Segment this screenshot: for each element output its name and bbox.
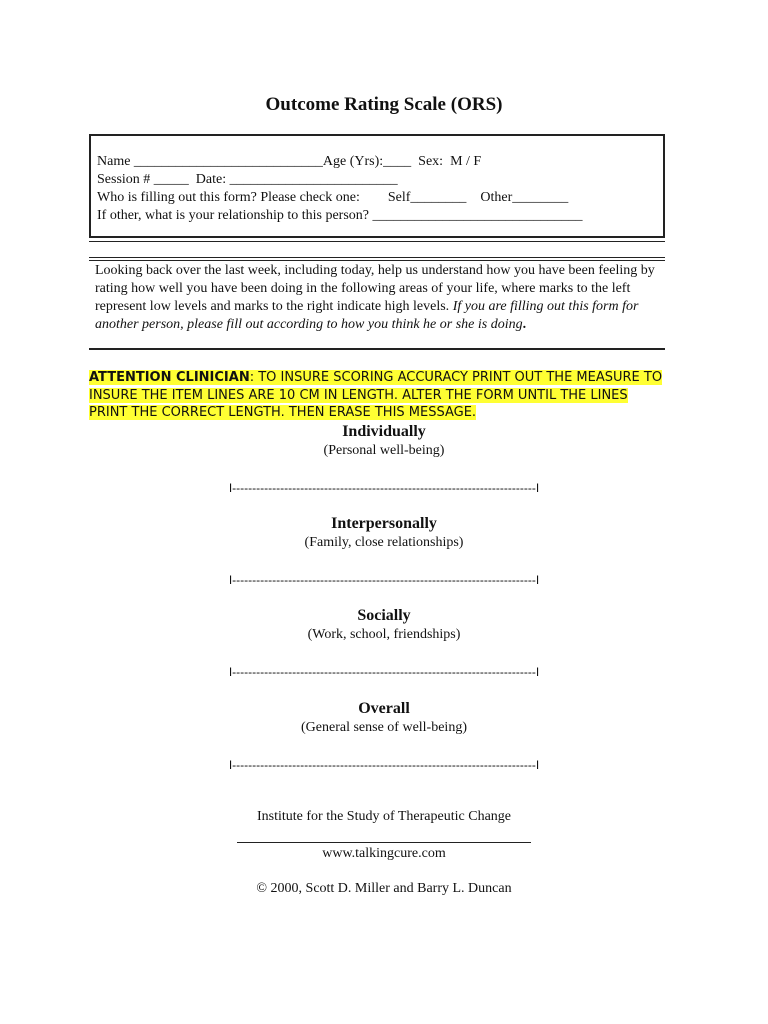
rating-line-overall[interactable]: I----------------------------------------------------------------------------I xyxy=(228,758,540,772)
scale-interpersonally xyxy=(0,515,768,551)
attention-label: ATTENTION CLINICIAN xyxy=(89,370,250,385)
clinician-attention-note xyxy=(89,369,669,422)
instructions-italic: If you are filling out this form for another person, please fill out according to how you think he or she is doing xyxy=(95,299,639,332)
rating-line-interpersonally[interactable]: I----------------------------------------------------------------------------I xyxy=(228,573,540,587)
scale-subtitle: (Family, close relationships) xyxy=(304,535,464,550)
instructions-box xyxy=(89,257,665,346)
instructions-end: . xyxy=(522,317,527,332)
footer-url[interactable]: www.talkingcure.com xyxy=(322,846,446,861)
rating-line-socially[interactable]: I----------------------------------------------------------------------------I xyxy=(228,665,540,679)
scale-title: Individually xyxy=(342,423,426,440)
client-info-box xyxy=(89,134,665,238)
respondent-line[interactable]: Who is filling out this form? Please check one: Self________ Other________ xyxy=(97,190,569,205)
attention-text: : TO INSURE SCORING ACCURACY PRINT OUT THE MEASURE TO INSURE THE ITEM LINES ARE 10 CM IN LENGTH. ALTER THE FORM UNTIL THE LINES PRINT THE CORRECT LENGTH. THEN ERASE THIS MESSAGE. xyxy=(89,370,663,420)
instructions-text xyxy=(89,258,665,346)
relationship-line[interactable]: If other, what is your relationship to this person? ______________________________ xyxy=(97,208,583,223)
footer-divider xyxy=(237,842,531,843)
scale-title: Interpersonally xyxy=(331,515,437,532)
scale-overall xyxy=(0,700,768,736)
scale-socially xyxy=(0,607,768,643)
page-title: Outcome Rating Scale (ORS) xyxy=(265,94,503,115)
scale-subtitle: (General sense of well-being) xyxy=(301,720,467,735)
instructions-main: Looking back over the last week, including today, help us understand how you have been feeling by rating how well you have been doing in the following areas of your life, where marks to the left represent low levels and marks to the right indicate high levels. xyxy=(95,263,655,314)
footer-institute: Institute for the Study of Therapeutic Change xyxy=(256,809,511,824)
scale-individually xyxy=(0,423,768,459)
session-date-line[interactable]: Session # _____ Date: ________________________ xyxy=(97,172,398,187)
scale-subtitle: (Personal well-being) xyxy=(323,443,445,458)
scale-title: Overall xyxy=(358,700,410,717)
scale-title: Socially xyxy=(357,607,411,624)
scale-subtitle: (Work, school, friendships) xyxy=(307,627,461,642)
rating-line-individually[interactable]: I----------------------------------------------------------------------------I xyxy=(228,481,540,495)
name-age-sex-line[interactable]: Name ___________________________Age (Yrs):____ Sex: M / F xyxy=(97,154,482,169)
footer-copyright: © 2000, Scott D. Miller and Barry L. Duncan xyxy=(256,881,512,896)
